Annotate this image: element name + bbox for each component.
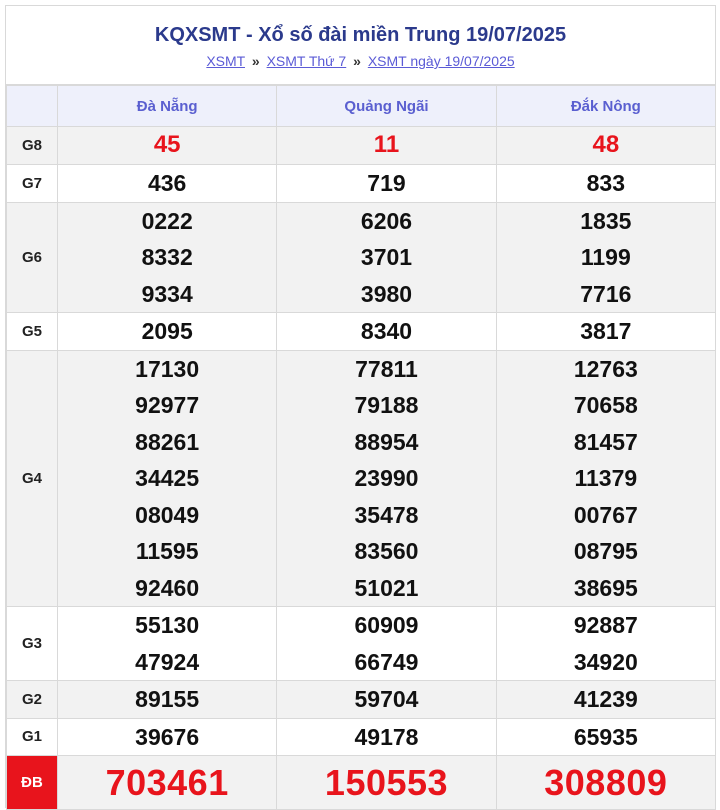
province-header-quang-ngai: Quảng Ngãi bbox=[277, 86, 496, 127]
prize-row-đb bbox=[7, 756, 716, 810]
prize-row-g5 bbox=[7, 313, 716, 351]
prize-cell bbox=[277, 202, 496, 313]
prize-number: 34425 bbox=[135, 465, 200, 491]
prize-number: 45 bbox=[153, 131, 181, 159]
prize-row-g6 bbox=[7, 202, 716, 313]
prize-row-g1 bbox=[7, 718, 716, 756]
prize-cell bbox=[58, 313, 277, 351]
prize-number: 60909 bbox=[354, 612, 419, 638]
prize-label: G3 bbox=[7, 607, 58, 681]
prize-label: G7 bbox=[7, 165, 58, 203]
prize-number: 83560 bbox=[354, 538, 419, 564]
prize-number: 48 bbox=[592, 131, 620, 159]
prize-cell bbox=[58, 127, 277, 165]
prize-cell bbox=[496, 350, 715, 607]
results-body bbox=[7, 127, 716, 810]
prize-cell bbox=[496, 607, 715, 681]
prize-cell bbox=[277, 718, 496, 756]
prize-number: 17130 bbox=[135, 355, 200, 382]
prize-number: 3817 bbox=[580, 318, 632, 344]
prize-cell bbox=[58, 350, 277, 607]
breadcrumb-link-xsmt-date[interactable]: XSMT ngày 19/07/2025 bbox=[367, 53, 515, 69]
prize-cell bbox=[58, 718, 277, 756]
prize-number: 34920 bbox=[573, 648, 638, 675]
prize-number: 23990 bbox=[354, 465, 419, 491]
prize-number: 11 bbox=[373, 131, 400, 159]
breadcrumb bbox=[6, 52, 715, 70]
province-header-da-nang: Đà Nẵng bbox=[58, 86, 277, 127]
prize-number: 65935 bbox=[573, 723, 638, 750]
prize-row-g8 bbox=[7, 127, 716, 165]
prize-cell bbox=[277, 607, 496, 681]
prize-cell bbox=[496, 165, 715, 203]
prize-label: G4 bbox=[7, 350, 58, 607]
prize-number: 11379 bbox=[574, 465, 638, 491]
prize-number: 92887 bbox=[573, 612, 638, 638]
breadcrumb-separator: » bbox=[353, 53, 361, 69]
prize-row-g3 bbox=[7, 607, 716, 681]
prize-number: 92460 bbox=[135, 574, 200, 601]
prize-number: 11595 bbox=[135, 538, 199, 564]
page-title: KQXSMT - Xổ số đài miền Trung 19/07/2025 bbox=[154, 24, 567, 46]
prize-number: 8340 bbox=[360, 318, 413, 344]
prize-cell bbox=[58, 202, 277, 313]
prize-cell bbox=[58, 756, 277, 810]
prize-cell bbox=[496, 202, 715, 313]
results-header bbox=[6, 6, 715, 85]
prize-number: 3701 bbox=[360, 244, 413, 270]
prize-number: 08795 bbox=[573, 538, 638, 564]
prize-row-g7 bbox=[7, 165, 716, 203]
province-header-row bbox=[7, 86, 716, 127]
breadcrumb-link-xsmt[interactable]: XSMT bbox=[206, 53, 245, 69]
prize-label: G2 bbox=[7, 681, 58, 719]
prize-number: 3980 bbox=[360, 280, 413, 307]
prize-number: 89155 bbox=[135, 686, 200, 712]
prize-number: 79188 bbox=[354, 392, 419, 418]
prize-cell bbox=[277, 681, 496, 719]
prize-number: 49178 bbox=[354, 723, 419, 750]
prize-cell bbox=[58, 165, 277, 203]
prize-cell bbox=[58, 681, 277, 719]
prize-row-g2 bbox=[7, 681, 716, 719]
prize-number: 38695 bbox=[573, 574, 638, 601]
prize-cell bbox=[496, 681, 715, 719]
prize-cell bbox=[58, 607, 277, 681]
prize-number: 47924 bbox=[135, 648, 200, 675]
prize-number: 92977 bbox=[135, 392, 200, 418]
prize-cell bbox=[277, 165, 496, 203]
prize-number: 719 bbox=[367, 170, 406, 196]
prize-number: 70658 bbox=[573, 392, 638, 418]
prize-label: G6 bbox=[7, 202, 58, 313]
results-panel bbox=[5, 5, 716, 808]
special-prize-number: 703461 bbox=[105, 761, 229, 803]
prize-number: 436 bbox=[147, 170, 187, 196]
prize-number: 88261 bbox=[135, 428, 200, 455]
prize-number: 59704 bbox=[354, 686, 419, 712]
prize-number: 39676 bbox=[135, 723, 200, 750]
prize-number: 1199 bbox=[580, 244, 631, 270]
prize-number: 66749 bbox=[354, 648, 419, 675]
prize-number: 00767 bbox=[573, 501, 638, 528]
prize-cell bbox=[496, 127, 715, 165]
prize-number: 51021 bbox=[354, 574, 419, 601]
prize-cell bbox=[277, 756, 496, 810]
prize-cell bbox=[496, 718, 715, 756]
province-header-dak-nong: Đắk Nông bbox=[496, 86, 715, 127]
prize-number: 833 bbox=[586, 170, 625, 196]
prize-number: 2095 bbox=[141, 318, 193, 344]
prize-row-g4 bbox=[7, 350, 716, 607]
prize-label: G1 bbox=[7, 718, 58, 756]
prize-label: ĐB bbox=[7, 756, 58, 810]
prize-number: 55130 bbox=[135, 612, 200, 638]
prize-number: 6206 bbox=[360, 207, 413, 234]
prize-number: 35478 bbox=[354, 501, 419, 528]
breadcrumb-link-xsmt-thu-7[interactable]: XSMT Thứ 7 bbox=[266, 53, 347, 69]
prize-number: 8332 bbox=[141, 244, 193, 270]
prize-number: 1835 bbox=[580, 207, 632, 234]
special-prize-number: 308809 bbox=[544, 761, 668, 803]
prize-number: 08049 bbox=[135, 501, 200, 528]
prize-number: 0222 bbox=[141, 207, 193, 234]
prize-cell bbox=[277, 127, 496, 165]
prize-number: 12763 bbox=[573, 355, 638, 382]
header-blank-cell bbox=[7, 86, 58, 127]
breadcrumb-separator: » bbox=[251, 53, 260, 69]
prize-cell bbox=[277, 313, 496, 351]
prize-number: 88954 bbox=[354, 428, 419, 455]
prize-number: 81457 bbox=[573, 428, 638, 455]
prize-label: G8 bbox=[7, 127, 58, 165]
results-table bbox=[6, 85, 716, 810]
prize-label: G5 bbox=[7, 313, 58, 351]
prize-number: 9334 bbox=[141, 280, 193, 307]
special-prize-number: 150553 bbox=[324, 761, 449, 803]
prize-cell bbox=[496, 756, 715, 810]
prize-number: 7716 bbox=[580, 280, 632, 307]
prize-number: 77811 bbox=[355, 355, 418, 382]
prize-cell bbox=[496, 313, 715, 351]
prize-number: 41239 bbox=[573, 686, 638, 712]
prize-cell bbox=[277, 350, 496, 607]
